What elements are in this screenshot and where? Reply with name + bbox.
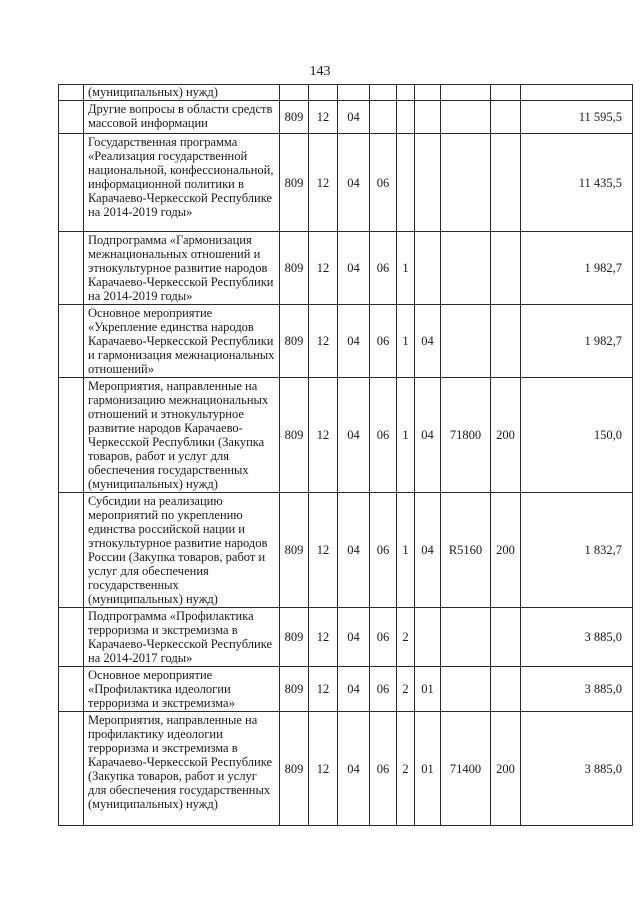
- row-pr-cell: 04: [338, 667, 370, 712]
- row-rz-cell: 12: [309, 232, 338, 305]
- row-index-cell: [59, 305, 84, 378]
- row-c4-cell: [441, 667, 491, 712]
- row-c1-cell: 06: [370, 712, 397, 826]
- row-index-cell: [59, 608, 84, 667]
- table-row: [59, 85, 633, 101]
- row-c1-cell: 06: [370, 608, 397, 667]
- row-pr-cell: 04: [338, 305, 370, 378]
- table-row: [59, 493, 633, 608]
- row-c2-cell: [397, 85, 415, 101]
- row-c4-cell: [441, 101, 491, 134]
- row-vr-cell: [491, 667, 521, 712]
- row-vr-cell: [491, 101, 521, 134]
- table-row: [59, 712, 633, 826]
- row-vr-cell: [491, 232, 521, 305]
- row-rz-cell: 12: [309, 101, 338, 134]
- row-c3-cell: 04: [415, 305, 441, 378]
- table-row: [59, 232, 633, 305]
- row-name-cell: Подпрограмма «Гармонизация межнациональных отношений и этнокультурное развитие народов Карачаево-Черкесской Республики на 2014-2019 годы»: [84, 232, 280, 305]
- row-vr-cell: [491, 134, 521, 232]
- row-c4-cell: 71400: [441, 712, 491, 826]
- table-row: [59, 305, 633, 378]
- budget-table: [58, 84, 633, 826]
- row-c1-cell: 06: [370, 232, 397, 305]
- row-c4-cell: [441, 232, 491, 305]
- row-sum-cell: 3 885,0: [521, 712, 633, 826]
- table-row: [59, 134, 633, 232]
- row-c4-cell: [441, 134, 491, 232]
- table-row: [59, 667, 633, 712]
- row-vr-cell: 200: [491, 493, 521, 608]
- row-c2-cell: 2: [397, 608, 415, 667]
- row-pr-cell: 04: [338, 134, 370, 232]
- row-pr-cell: 04: [338, 608, 370, 667]
- row-vr-cell: [491, 608, 521, 667]
- row-c1-cell: 06: [370, 378, 397, 493]
- row-ved-cell: 809: [280, 608, 309, 667]
- row-c2-cell: [397, 134, 415, 232]
- row-index-cell: [59, 667, 84, 712]
- row-name-cell: Другие вопросы в области средств массовой информации: [84, 101, 280, 134]
- row-index-cell: [59, 134, 84, 232]
- row-c4-cell: R5160: [441, 493, 491, 608]
- row-pr-cell: 04: [338, 232, 370, 305]
- row-pr-cell: 04: [338, 712, 370, 826]
- row-vr-cell: 200: [491, 378, 521, 493]
- row-sum-cell: 3 885,0: [521, 608, 633, 667]
- row-rz-cell: 12: [309, 305, 338, 378]
- row-ved-cell: 809: [280, 101, 309, 134]
- row-sum-cell: [521, 85, 633, 101]
- row-pr-cell: 04: [338, 101, 370, 134]
- row-rz-cell: 12: [309, 712, 338, 826]
- row-c2-cell: 1: [397, 232, 415, 305]
- row-ved-cell: 809: [280, 134, 309, 232]
- row-pr-cell: [338, 85, 370, 101]
- row-vr-cell: 200: [491, 712, 521, 826]
- row-c1-cell: 06: [370, 134, 397, 232]
- row-c2-cell: 2: [397, 667, 415, 712]
- row-sum-cell: 1 982,7: [521, 232, 633, 305]
- row-name-cell: Мероприятия, направленные на гармонизацию межнациональных отношений и этнокультурное развитие народов Карачаево-Черкесской Республики (Закупка товаров, работ и услуг для обеспечения государственных (муниципальных) нужд): [84, 378, 280, 493]
- row-c3-cell: 01: [415, 712, 441, 826]
- row-c1-cell: [370, 85, 397, 101]
- row-c1-cell: [370, 101, 397, 134]
- row-c2-cell: 1: [397, 493, 415, 608]
- row-rz-cell: 12: [309, 608, 338, 667]
- row-rz-cell: 12: [309, 378, 338, 493]
- row-ved-cell: 809: [280, 667, 309, 712]
- row-index-cell: [59, 101, 84, 134]
- row-c3-cell: [415, 608, 441, 667]
- row-rz-cell: 12: [309, 667, 338, 712]
- row-c2-cell: 1: [397, 378, 415, 493]
- row-vr-cell: [491, 305, 521, 378]
- row-name-cell: Мероприятия, направленные на профилактику идеологии терроризма и экстремизма в Карачаево-Черкесской Республике (Закупка товаров, работ и услуг для обеспечения государственных (муниципальных) нужд): [84, 712, 280, 826]
- row-name-cell: Подпрограмма «Профилактика терроризма и экстремизма в Карачаево-Черкесской Республике на 2014-2017 годы»: [84, 608, 280, 667]
- row-c3-cell: 04: [415, 493, 441, 608]
- row-c4-cell: [441, 305, 491, 378]
- row-c2-cell: 1: [397, 305, 415, 378]
- row-name-cell: Основное мероприятие «Укрепление единства народов Карачаево-Черкесской Республики и гармонизация межнациональных отношений»: [84, 305, 280, 378]
- row-vr-cell: [491, 85, 521, 101]
- row-index-cell: [59, 493, 84, 608]
- row-name-cell: (муниципальных) нужд): [84, 85, 280, 101]
- table-row: [59, 101, 633, 134]
- row-ved-cell: 809: [280, 232, 309, 305]
- row-c4-cell: 71800: [441, 378, 491, 493]
- page-number: 143: [309, 64, 331, 79]
- row-index-cell: [59, 378, 84, 493]
- table-row: [59, 378, 633, 493]
- row-c3-cell: [415, 85, 441, 101]
- row-c4-cell: [441, 85, 491, 101]
- row-sum-cell: 1 832,7: [521, 493, 633, 608]
- row-rz-cell: [309, 85, 338, 101]
- row-name-cell: Государственная программа «Реализация государственной национальной, конфессиональной, информационной политики в Карачаево-Черкесской Республике на 2014-2019 годы»: [84, 134, 280, 232]
- table-row: [59, 608, 633, 667]
- row-c2-cell: [397, 101, 415, 134]
- row-rz-cell: 12: [309, 493, 338, 608]
- row-index-cell: [59, 712, 84, 826]
- row-sum-cell: 11 435,5: [521, 134, 633, 232]
- row-index-cell: [59, 232, 84, 305]
- row-name-cell: Субсидии на реализацию мероприятий по укреплению единства российской нации и этнокультурное развитие народов России (Закупка товаров, работ и услуг для обеспечения государственных (муниципальных) нужд): [84, 493, 280, 608]
- row-sum-cell: 11 595,5: [521, 101, 633, 134]
- row-sum-cell: 3 885,0: [521, 667, 633, 712]
- row-sum-cell: 150,0: [521, 378, 633, 493]
- row-c3-cell: [415, 134, 441, 232]
- row-c4-cell: [441, 608, 491, 667]
- row-c3-cell: 01: [415, 667, 441, 712]
- row-index-cell: [59, 85, 84, 101]
- row-ved-cell: 809: [280, 712, 309, 826]
- row-ved-cell: 809: [280, 378, 309, 493]
- row-pr-cell: 04: [338, 493, 370, 608]
- row-c3-cell: [415, 232, 441, 305]
- row-ved-cell: [280, 85, 309, 101]
- row-c3-cell: [415, 101, 441, 134]
- row-ved-cell: 809: [280, 305, 309, 378]
- row-c3-cell: 04: [415, 378, 441, 493]
- row-c1-cell: 06: [370, 305, 397, 378]
- row-c2-cell: 2: [397, 712, 415, 826]
- row-sum-cell: 1 982,7: [521, 305, 633, 378]
- row-pr-cell: 04: [338, 378, 370, 493]
- row-rz-cell: 12: [309, 134, 338, 232]
- row-name-cell: Основное мероприятие «Профилактика идеологии терроризма и экстремизма»: [84, 667, 280, 712]
- row-c1-cell: 06: [370, 667, 397, 712]
- row-c1-cell: 06: [370, 493, 397, 608]
- row-ved-cell: 809: [280, 493, 309, 608]
